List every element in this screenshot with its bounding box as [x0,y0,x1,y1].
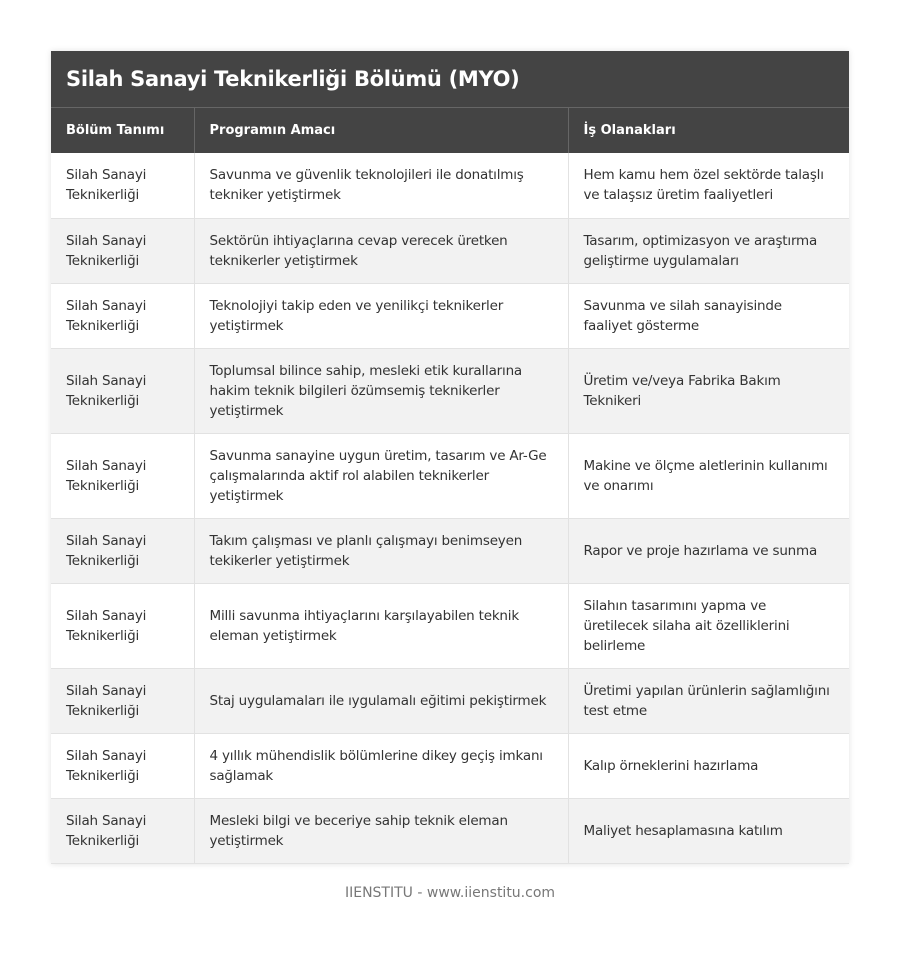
footer-credit: IIENSTITU - www.iienstitu.com [344,885,556,901]
table-cell: Rapor ve proje hazırlama ve sunma [568,518,849,583]
table-cell: Silah Sanayi Teknikerliği [51,733,194,798]
table-cell: Staj uygulamaları ile ıygulamalı eğitimi pekiştirmek [194,668,568,733]
table-cell: Silah Sanayi Teknikerliği [51,668,194,733]
table-cell: Sektörün ihtiyaçlarına cevap verecek üretken teknikerler yetiştirmek [194,218,568,283]
table-row [51,668,849,733]
table-row [51,518,849,583]
table-row [51,433,849,518]
table-cell: Maliyet hesaplamasına katılım [568,798,849,863]
table-cell: Silah Sanayi Teknikerliği [51,218,194,283]
table-container [51,51,849,864]
table-cell: Silah Sanayi Teknikerliği [51,433,194,518]
table-cell: Savunma ve güvenlik teknolojileri ile donatılmış tekniker yetiştirmek [194,153,568,218]
table-cell: Savunma ve silah sanayisinde faaliyet gösterme [568,283,849,348]
table-cell: Silahın tasarımını yapma ve üretilecek silaha ait özelliklerini belirleme [568,583,849,668]
table-row [51,153,849,218]
table-row [51,798,849,863]
table-row [51,348,849,433]
table-cell: Milli savunma ihtiyaçlarını karşılayabilen teknik eleman yetiştirmek [194,583,568,668]
table-cell: Silah Sanayi Teknikerliği [51,348,194,433]
table-row [51,583,849,668]
column-header: Bölüm Tanımı [51,108,194,153]
table-cell: Savunma sanayine uygun üretim, tasarım ve Ar-Ge çalışmalarında aktif rol alabilen teknikerler yetiştirmek [194,433,568,518]
table-row [51,218,849,283]
table-cell: Silah Sanayi Teknikerliği [51,518,194,583]
table-cell: Teknolojiyi takip eden ve yenilikçi teknikerler yetiştirmek [194,283,568,348]
table-cell: Kalıp örneklerini hazırlama [568,733,849,798]
table-cell: Tasarım, optimizasyon ve araştırma geliştirme uygulamaları [568,218,849,283]
column-header: İş Olanakları [568,108,849,153]
table-cell: Silah Sanayi Teknikerliği [51,153,194,218]
data-table [51,108,849,864]
table-cell: Makine ve ölçme aletlerinin kullanımı ve onarımı [568,433,849,518]
column-header: Programın Amacı [194,108,568,153]
table-cell: Toplumsal bilince sahip, mesleki etik kurallarına hakim teknik bilgileri özümsemiş teknikerler yetiştirmek [194,348,568,433]
table-cell: Üretimi yapılan ürünlerin sağlamlığını test etme [568,668,849,733]
table-row [51,283,849,348]
table-cell: 4 yıllık mühendislik bölümlerine dikey geçiş imkanı sağlamak [194,733,568,798]
table-cell: Takım çalışması ve planlı çalışmayı benimseyen tekikerler yetiştirmek [194,518,568,583]
table-cell: Mesleki bilgi ve beceriye sahip teknik eleman yetiştirmek [194,798,568,863]
header-row [51,108,849,153]
table-row [51,733,849,798]
table-cell: Silah Sanayi Teknikerliği [51,583,194,668]
table-cell: Üretim ve/veya Fabrika Bakım Teknikeri [568,348,849,433]
table-cell: Hem kamu hem özel sektörde talaşlı ve talaşsız üretim faaliyetleri [568,153,849,218]
table-cell: Silah Sanayi Teknikerliği [51,798,194,863]
table-title: Silah Sanayi Teknikerliği Bölümü (MYO) [51,51,849,108]
table-cell: Silah Sanayi Teknikerliği [51,283,194,348]
